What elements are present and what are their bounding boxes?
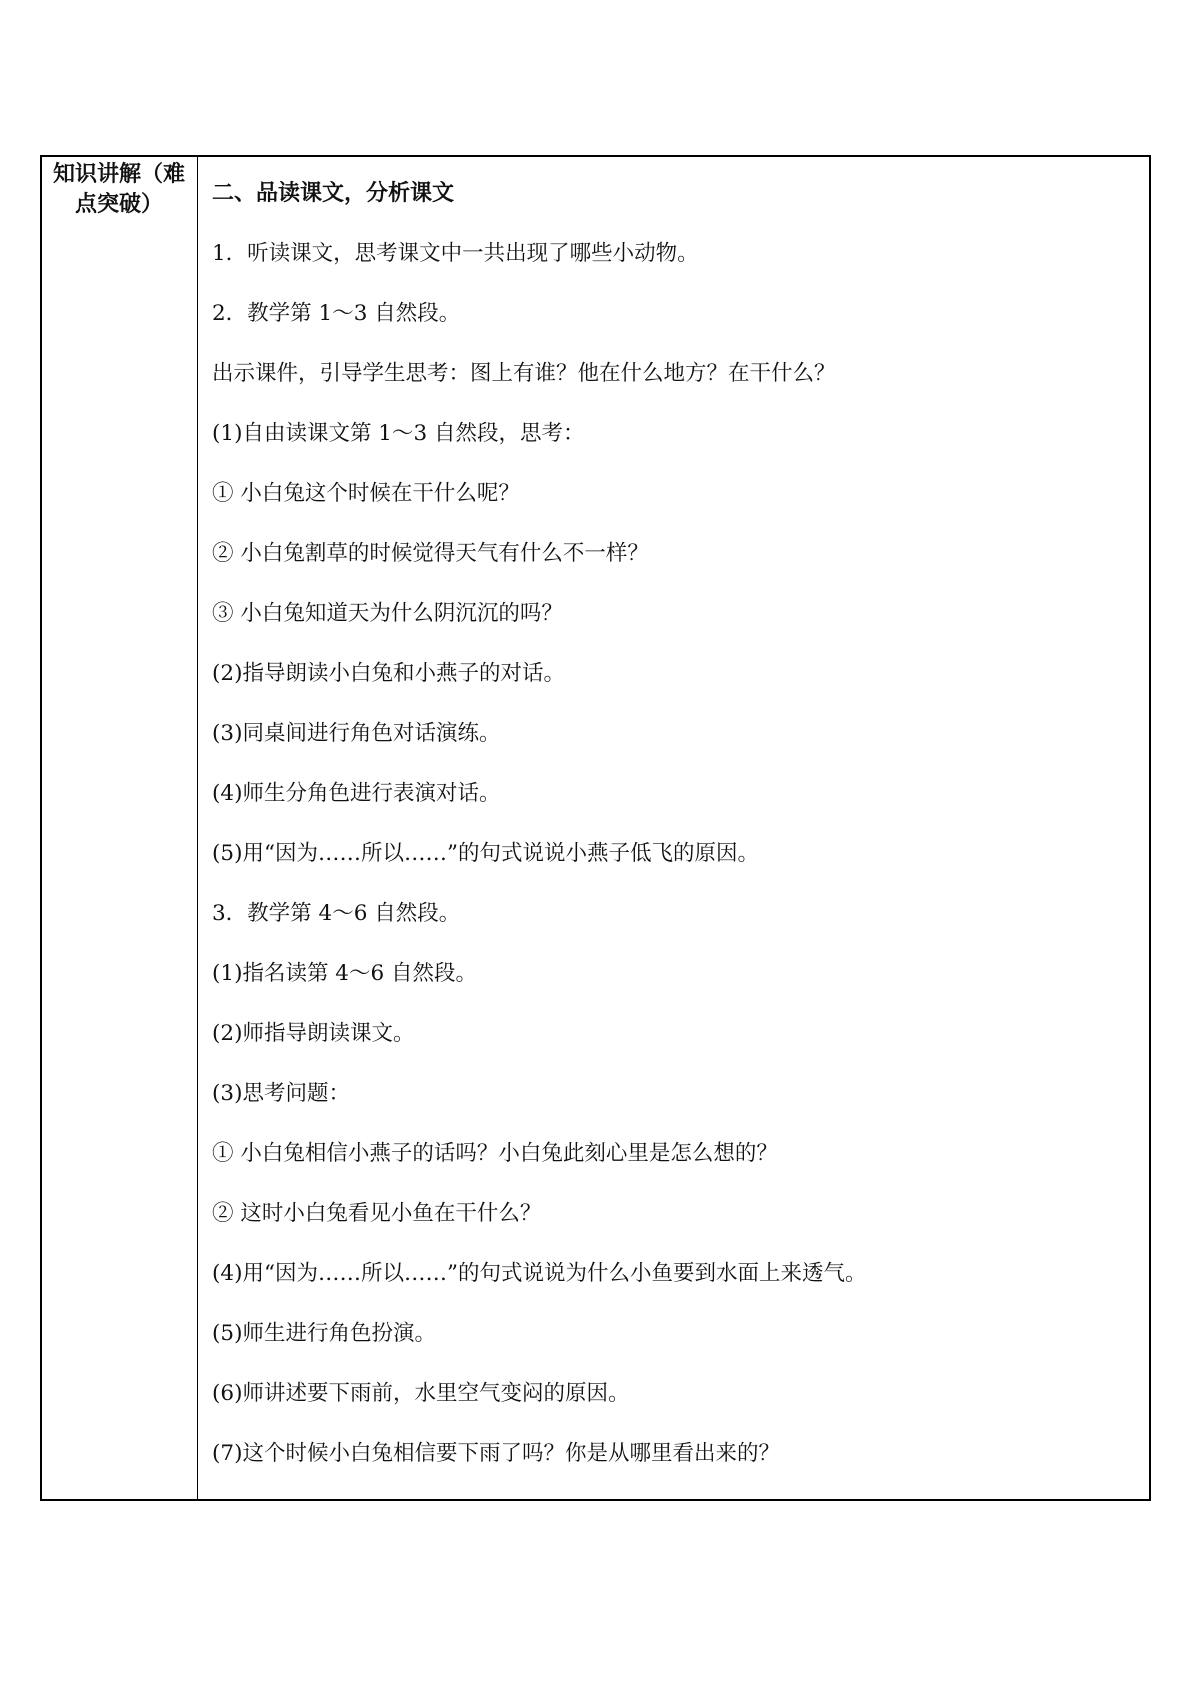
content-line: (6)师讲述要下雨前，水里空气变闷的原因。 — [212, 1381, 630, 1406]
content-line: ① 小白兔相信小燕子的话吗？小白兔此刻心里是怎么想的？ — [212, 1141, 778, 1166]
content-line: ② 小白兔割草的时候觉得天气有什么不一样？ — [212, 541, 649, 566]
content-line: 出示课件，引导学生思考：图上有谁？他在什么地方？在干什么？ — [212, 361, 836, 386]
content-line: (3)同桌间进行角色对话演练。 — [212, 721, 501, 746]
content-line: 2．教学第 1～3 自然段。 — [212, 301, 461, 326]
lesson-plan-table — [40, 155, 1151, 1501]
content-line: ② 这时小白兔看见小鱼在干什么？ — [212, 1201, 542, 1226]
table-row — [41, 156, 1150, 1500]
content-line: (1)指名读第 4～6 自然段。 — [212, 961, 477, 986]
content-line: (1)自由读课文第 1～3 自然段，思考： — [212, 421, 585, 446]
content-line: ③ 小白兔知道天为什么阴沉沉的吗？ — [212, 601, 563, 626]
content-line: (5)用“因为……所以……”的句式说说小燕子低飞的原因。 — [212, 841, 759, 866]
content-line: 1．听读课文，思考课文中一共出现了哪些小动物。 — [212, 241, 699, 266]
content-line: (3)思考问题： — [212, 1081, 350, 1106]
section-heading: 二、品读课文，分析课文 — [212, 181, 455, 206]
content-line: (2)师指导朗读课文。 — [212, 1021, 415, 1046]
content-line: ① 小白兔这个时候在干什么呢？ — [212, 481, 520, 506]
content-line: (2)指导朗读小白兔和小燕子的对话。 — [212, 661, 565, 686]
section-label: 知识讲解（难点突破） — [52, 162, 185, 217]
section-label-cell — [41, 156, 198, 1500]
content-cell — [198, 156, 1151, 1500]
content-line: (7)这个时候小白兔相信要下雨了吗？你是从哪里看出来的？ — [212, 1441, 780, 1466]
content-line: (5)师生进行角色扮演。 — [212, 1321, 436, 1346]
lesson-content — [198, 157, 1149, 1499]
content-line: (4)师生分角色进行表演对话。 — [212, 781, 501, 806]
content-line: 3．教学第 4～6 自然段。 — [212, 901, 461, 926]
content-line: (4)用“因为……所以……”的句式说说为什么小鱼要到水面上来透气。 — [212, 1261, 867, 1286]
